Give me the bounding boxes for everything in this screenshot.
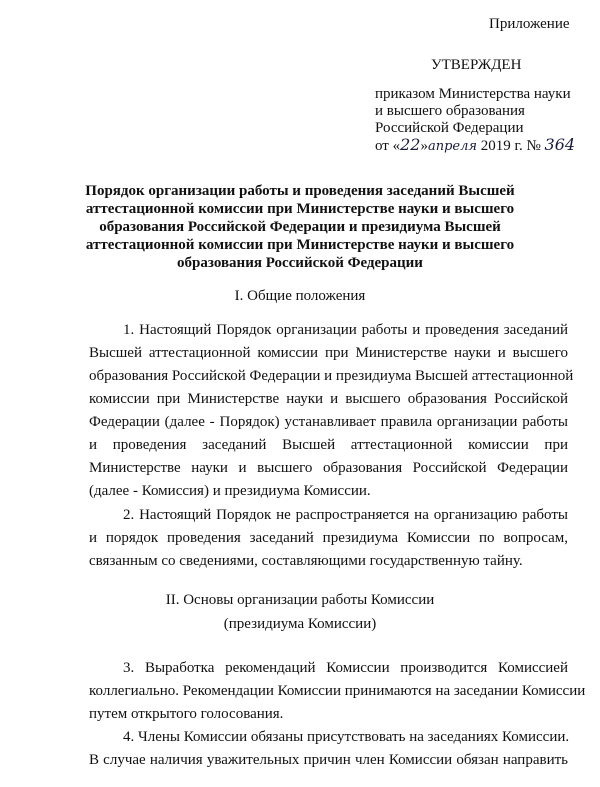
p1-line-2: Высшей аттестационной комиссии при Министерстве науки и высшего bbox=[89, 345, 568, 361]
date-day: 22 bbox=[400, 135, 421, 154]
date-year: 2019 г. № bbox=[477, 138, 545, 154]
p1-line-8: (далее - Комиссия) и президиума Комиссии. bbox=[89, 483, 371, 499]
section-2-heading-line-2: (президиума Комиссии) bbox=[223, 616, 377, 632]
p1-line-3: образования Российской Федерации и президиума Высшей аттестационной bbox=[89, 368, 574, 384]
date-mid: » bbox=[420, 138, 428, 154]
p1-line-4: комиссии при Министерстве науки и высшего образования Российской bbox=[89, 391, 568, 407]
p3-line-2: коллегиально. Рекомендации Комиссии принимаются на заседании Комиссии bbox=[89, 683, 586, 699]
p1-line-5: Федерации (далее - Порядок) устанавливает правила организации работы bbox=[89, 414, 568, 430]
p2-line-3: связанным со сведениями, составляющими государственную тайну. bbox=[89, 553, 523, 569]
title-line-3: образования Российской Федерации и президиума Высшей bbox=[99, 219, 501, 235]
p3-line-1: 3. Выработка рекомендаций Комиссии производится Комиссией bbox=[123, 660, 568, 676]
title-line-5: образования Российской Федерации bbox=[177, 255, 423, 271]
appendix-label: Приложение bbox=[489, 16, 570, 32]
date-month: апреля bbox=[427, 139, 477, 154]
p4-line-1: 4. Члены Комиссии обязаны присутствовать на заседаниях Комиссии. bbox=[123, 729, 570, 745]
approved-label: УТВЕРЖДЕН bbox=[431, 57, 522, 73]
date-number: 364 bbox=[544, 135, 576, 154]
order-line-1: приказом Министерства науки bbox=[375, 86, 571, 102]
order-line-2: и высшего образования bbox=[375, 103, 525, 119]
title-line-2: аттестационной комиссии при Министерстве науки и высшего bbox=[85, 201, 515, 217]
order-line-3: Российской Федерации bbox=[375, 120, 524, 136]
title-line-4: аттестационной комиссии при Министерстве науки и высшего bbox=[85, 237, 515, 253]
p1-line-6: и проведения заседаний Высшей аттестационной комиссии при bbox=[89, 437, 568, 453]
order-date-line bbox=[375, 135, 575, 157]
p2-line-1: 2. Настоящий Порядок не распространяется на организацию работы bbox=[123, 507, 568, 523]
p3-line-3: путем открытого голосования. bbox=[89, 706, 284, 722]
p4-line-2: В случае наличия уважительных причин член Комиссии обязан направить bbox=[89, 752, 568, 768]
date-prefix: от « bbox=[375, 138, 401, 154]
p1-line-7: Министерстве науки и высшего образования Российской Федерации bbox=[89, 460, 568, 476]
title-line-1: Порядок организации работы и проведения заседаний Высшей bbox=[85, 183, 515, 199]
section-2-heading-line-1: II. Основы организации работы Комиссии bbox=[165, 592, 435, 608]
p1-line-1: 1. Настоящий Порядок организации работы и проведения заседаний bbox=[123, 322, 568, 338]
p2-line-2: и порядок проведения заседаний президиума Комиссии по вопросам, bbox=[89, 530, 568, 546]
section-1-heading: I. Общие положения bbox=[234, 288, 366, 304]
